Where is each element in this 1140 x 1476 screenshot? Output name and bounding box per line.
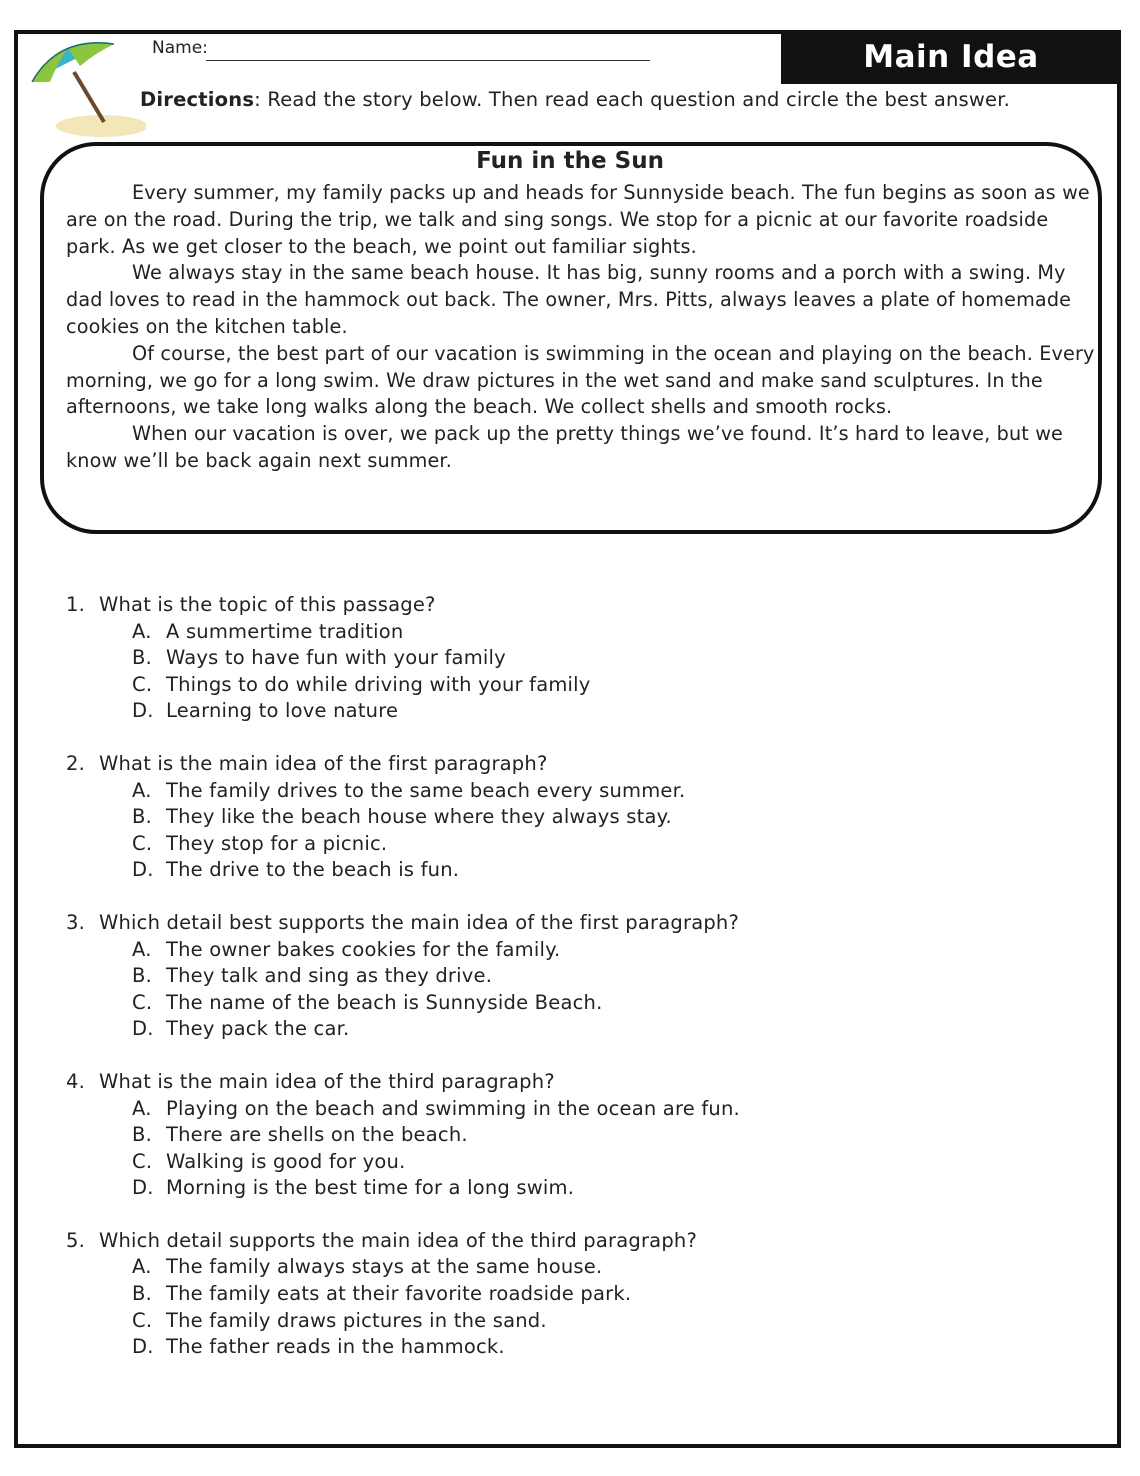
option-text: The family drives to the same beach every summer. [166, 778, 686, 802]
answer-option[interactable] [66, 1016, 1066, 1043]
option-text: A summertime tradition [166, 619, 404, 643]
option-text: The owner bakes cookies for the family. [166, 937, 561, 961]
answer-option[interactable] [66, 1281, 1066, 1308]
question-number: 2. [66, 751, 86, 775]
answer-option[interactable] [66, 831, 1066, 858]
answer-option[interactable] [66, 857, 1066, 884]
question-3 [66, 910, 1066, 1043]
directions [140, 88, 1010, 111]
option-letter: B. [132, 646, 152, 670]
option-text: Learning to love nature [166, 699, 399, 723]
option-letter: D. [132, 858, 154, 882]
story-title: Fun in the Sun [476, 148, 664, 174]
answer-option[interactable] [66, 963, 1066, 990]
answer-option[interactable] [66, 1308, 1066, 1335]
option-text: The drive to the beach is fun. [166, 858, 460, 882]
option-text: The family draws pictures in the sand. [166, 1308, 547, 1332]
title-banner [781, 30, 1121, 84]
question-number: 1. [66, 593, 86, 616]
option-text: They pack the car. [166, 1017, 350, 1041]
option-text: Ways to have fun with your family [166, 646, 506, 670]
question-text: What is the topic of this passage? [99, 593, 436, 616]
option-text: Morning is the best time for a long swim. [166, 1176, 575, 1200]
option-text: The family always stays at the same house. [166, 1255, 603, 1279]
option-text: They stop for a picnic. [166, 831, 388, 855]
story-paragraph: We always stay in the same beach house. It has big, sunny rooms and a porch with a swing. My dad loves to read in the hammock out back. The owner, Mrs. Pitts, always leaves a plate of homemade cookies on the kitchen table. [66, 261, 1072, 338]
answer-option[interactable] [66, 1122, 1066, 1149]
option-text: Walking is good for you. [166, 1149, 406, 1173]
story-paragraph: Of course, the best part of our vacation is swimming in the ocean and playing on the beach. Every morning, we go for a long swim. We draw pictures in the wet sand and make sand sculptures. In the afternoons, we take long walks along the beach. We collect shells and smooth rocks. [66, 341, 1095, 419]
answer-option[interactable] [66, 698, 1066, 725]
option-letter: B. [132, 1282, 152, 1306]
question-2 [66, 751, 1066, 884]
page-title: Main Idea [863, 39, 1039, 75]
answer-option[interactable] [66, 1254, 1066, 1281]
directions-text: : Read the story below. Then read each question and circle the best answer. [254, 88, 1011, 111]
option-letter: A. [132, 1255, 152, 1279]
name-field[interactable] [206, 60, 650, 61]
option-text: Things to do while driving with your family [166, 672, 591, 696]
option-letter: A. [132, 619, 152, 643]
answer-option[interactable] [66, 1096, 1066, 1123]
story-text [66, 180, 1096, 475]
answer-option[interactable] [66, 937, 1066, 964]
option-letter: A. [132, 937, 152, 961]
directions-label: Directions [140, 88, 255, 111]
question-text: What is the main idea of the third paragraph? [99, 1069, 555, 1093]
question-4 [66, 1069, 1066, 1202]
beach-umbrella-icon [28, 38, 146, 138]
answer-option[interactable] [66, 778, 1066, 805]
option-letter: D. [132, 699, 154, 723]
answer-option[interactable] [66, 645, 1066, 672]
option-text: They like the beach house where they always stay. [166, 805, 672, 829]
question-list [66, 592, 1066, 1387]
question-text: Which detail best supports the main idea of the first paragraph? [99, 910, 740, 934]
question-number: 5. [66, 1228, 86, 1252]
answer-option[interactable] [66, 804, 1066, 831]
answer-option[interactable] [66, 1334, 1066, 1361]
option-letter: B. [132, 964, 152, 988]
option-letter: D. [132, 1176, 154, 1200]
question-5 [66, 1228, 1066, 1361]
story-paragraph: When our vacation is over, we pack up the pretty things we’ve found. It’s hard to leave, but we know we’ll be back again next summer. [66, 422, 1063, 472]
option-letter: C. [132, 831, 153, 855]
option-text: The name of the beach is Sunnyside Beach. [166, 990, 603, 1014]
answer-option[interactable] [66, 619, 1066, 646]
option-text: The father reads in the hammock. [166, 1335, 505, 1359]
option-letter: D. [132, 1335, 154, 1359]
option-text: The family eats at their favorite roadside park. [166, 1282, 632, 1306]
answer-option[interactable] [66, 1149, 1066, 1176]
answer-option[interactable] [66, 990, 1066, 1017]
question-number: 3. [66, 910, 86, 934]
question-1 [66, 592, 1066, 725]
option-letter: C. [132, 990, 153, 1014]
option-letter: C. [132, 1149, 153, 1173]
story-paragraph: Every summer, my family packs up and heads for Sunnyside beach. The fun begins as soon as we are on the road. During the trip, we talk and sing songs. We stop for a picnic at our favorite roadside park. As we get closer to the beach, we point out familiar sights. [66, 181, 1090, 258]
question-text: What is the main idea of the first paragraph? [99, 751, 548, 775]
option-letter: A. [132, 778, 152, 802]
option-text: They talk and sing as they drive. [166, 964, 493, 988]
option-text: There are shells on the beach. [166, 1123, 468, 1147]
option-letter: C. [132, 1308, 153, 1332]
option-letter: A. [132, 1096, 152, 1120]
answer-option[interactable] [66, 1175, 1066, 1202]
question-text: Which detail supports the main idea of the third paragraph? [99, 1228, 698, 1252]
option-text: Playing on the beach and swimming in the ocean are fun. [166, 1096, 740, 1120]
option-letter: D. [132, 1017, 154, 1041]
option-letter: B. [132, 1123, 152, 1147]
question-number: 4. [66, 1069, 86, 1093]
answer-option[interactable] [66, 672, 1066, 699]
option-letter: C. [132, 672, 153, 696]
option-letter: B. [132, 805, 152, 829]
name-label: Name: [152, 38, 208, 58]
